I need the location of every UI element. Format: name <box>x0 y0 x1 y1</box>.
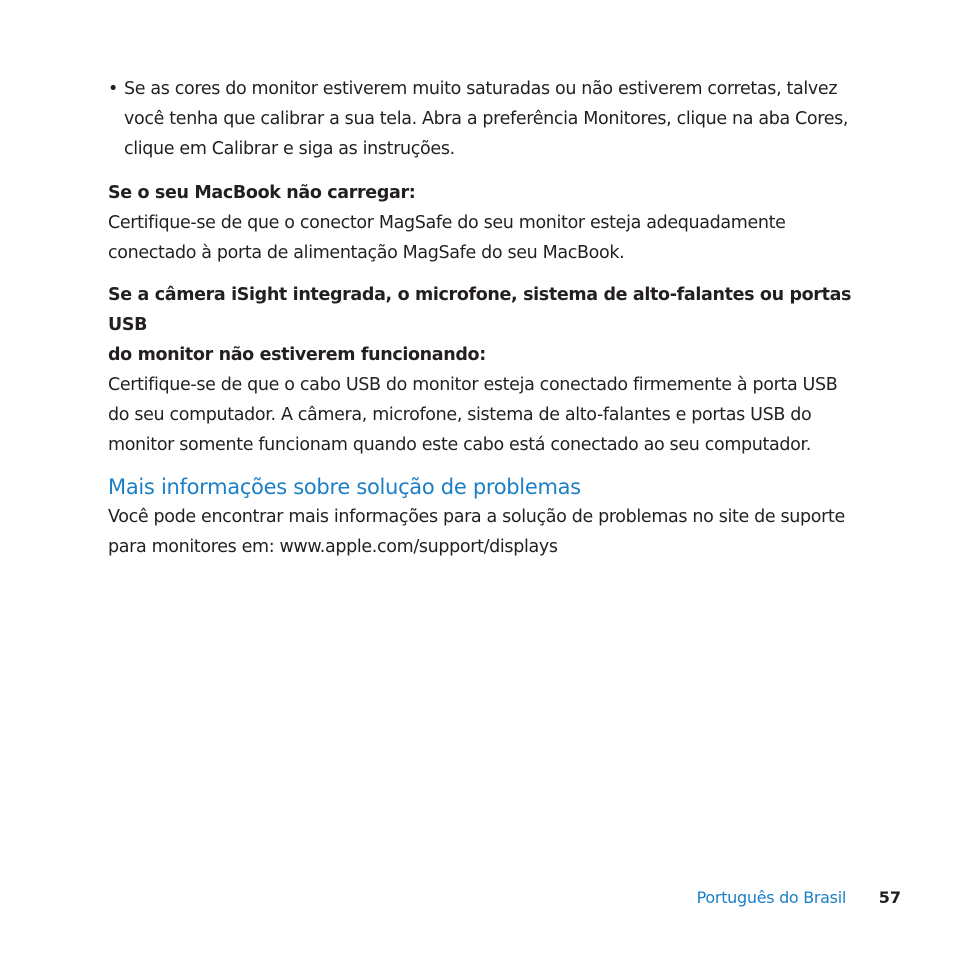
bullet-item-calibrate <box>108 74 878 164</box>
bullet-dot-icon: • <box>108 79 118 99</box>
section-heading: Mais informações sobre solução de problemas <box>108 475 581 499</box>
section-line: Certifique-se de que o cabo USB do monitor esteja conectado firmemente à porta USB <box>108 375 838 395</box>
section-line: do seu computador. A câmera, microfone, sistema de alto-falantes e portas USB do <box>108 405 812 425</box>
section-line-url: para monitores em: www.apple.com/support/displays <box>108 537 558 557</box>
section-more-info <box>108 472 878 562</box>
section-line: conectado à porta de alimentação MagSafe do seu MacBook. <box>108 243 625 263</box>
page-footer <box>0 884 954 912</box>
section-title: do monitor não estiverem funcionando: <box>108 345 486 365</box>
bullet-line: você tenha que calibrar a sua tela. Abra a preferência Monitores, clique na aba Cores, <box>124 109 849 129</box>
section-line: Certifique-se de que o conector MagSafe do seu monitor esteja adequadamente <box>108 213 786 233</box>
section-line: Você pode encontrar mais informações para a solução de problemas no site de suporte <box>108 507 845 527</box>
section-line: monitor somente funcionam quando este cabo está conectado ao seu computador. <box>108 435 811 455</box>
section-title: Se a câmera iSight integrada, o microfone, sistema de alto-falantes ou portas USB <box>108 285 852 335</box>
bullet-line: clique em Calibrar e siga as instruções. <box>124 139 455 159</box>
footer-language: Português do Brasil <box>696 888 846 907</box>
page-number: 57 <box>878 888 901 907</box>
section-camera-usb <box>108 280 878 460</box>
section-title: Se o seu MacBook não carregar: <box>108 183 416 203</box>
section-macbook-charge <box>108 178 878 268</box>
page-content <box>108 74 878 574</box>
bullet-line: Se as cores do monitor estiverem muito saturadas ou não estiverem corretas, talvez <box>124 79 838 99</box>
